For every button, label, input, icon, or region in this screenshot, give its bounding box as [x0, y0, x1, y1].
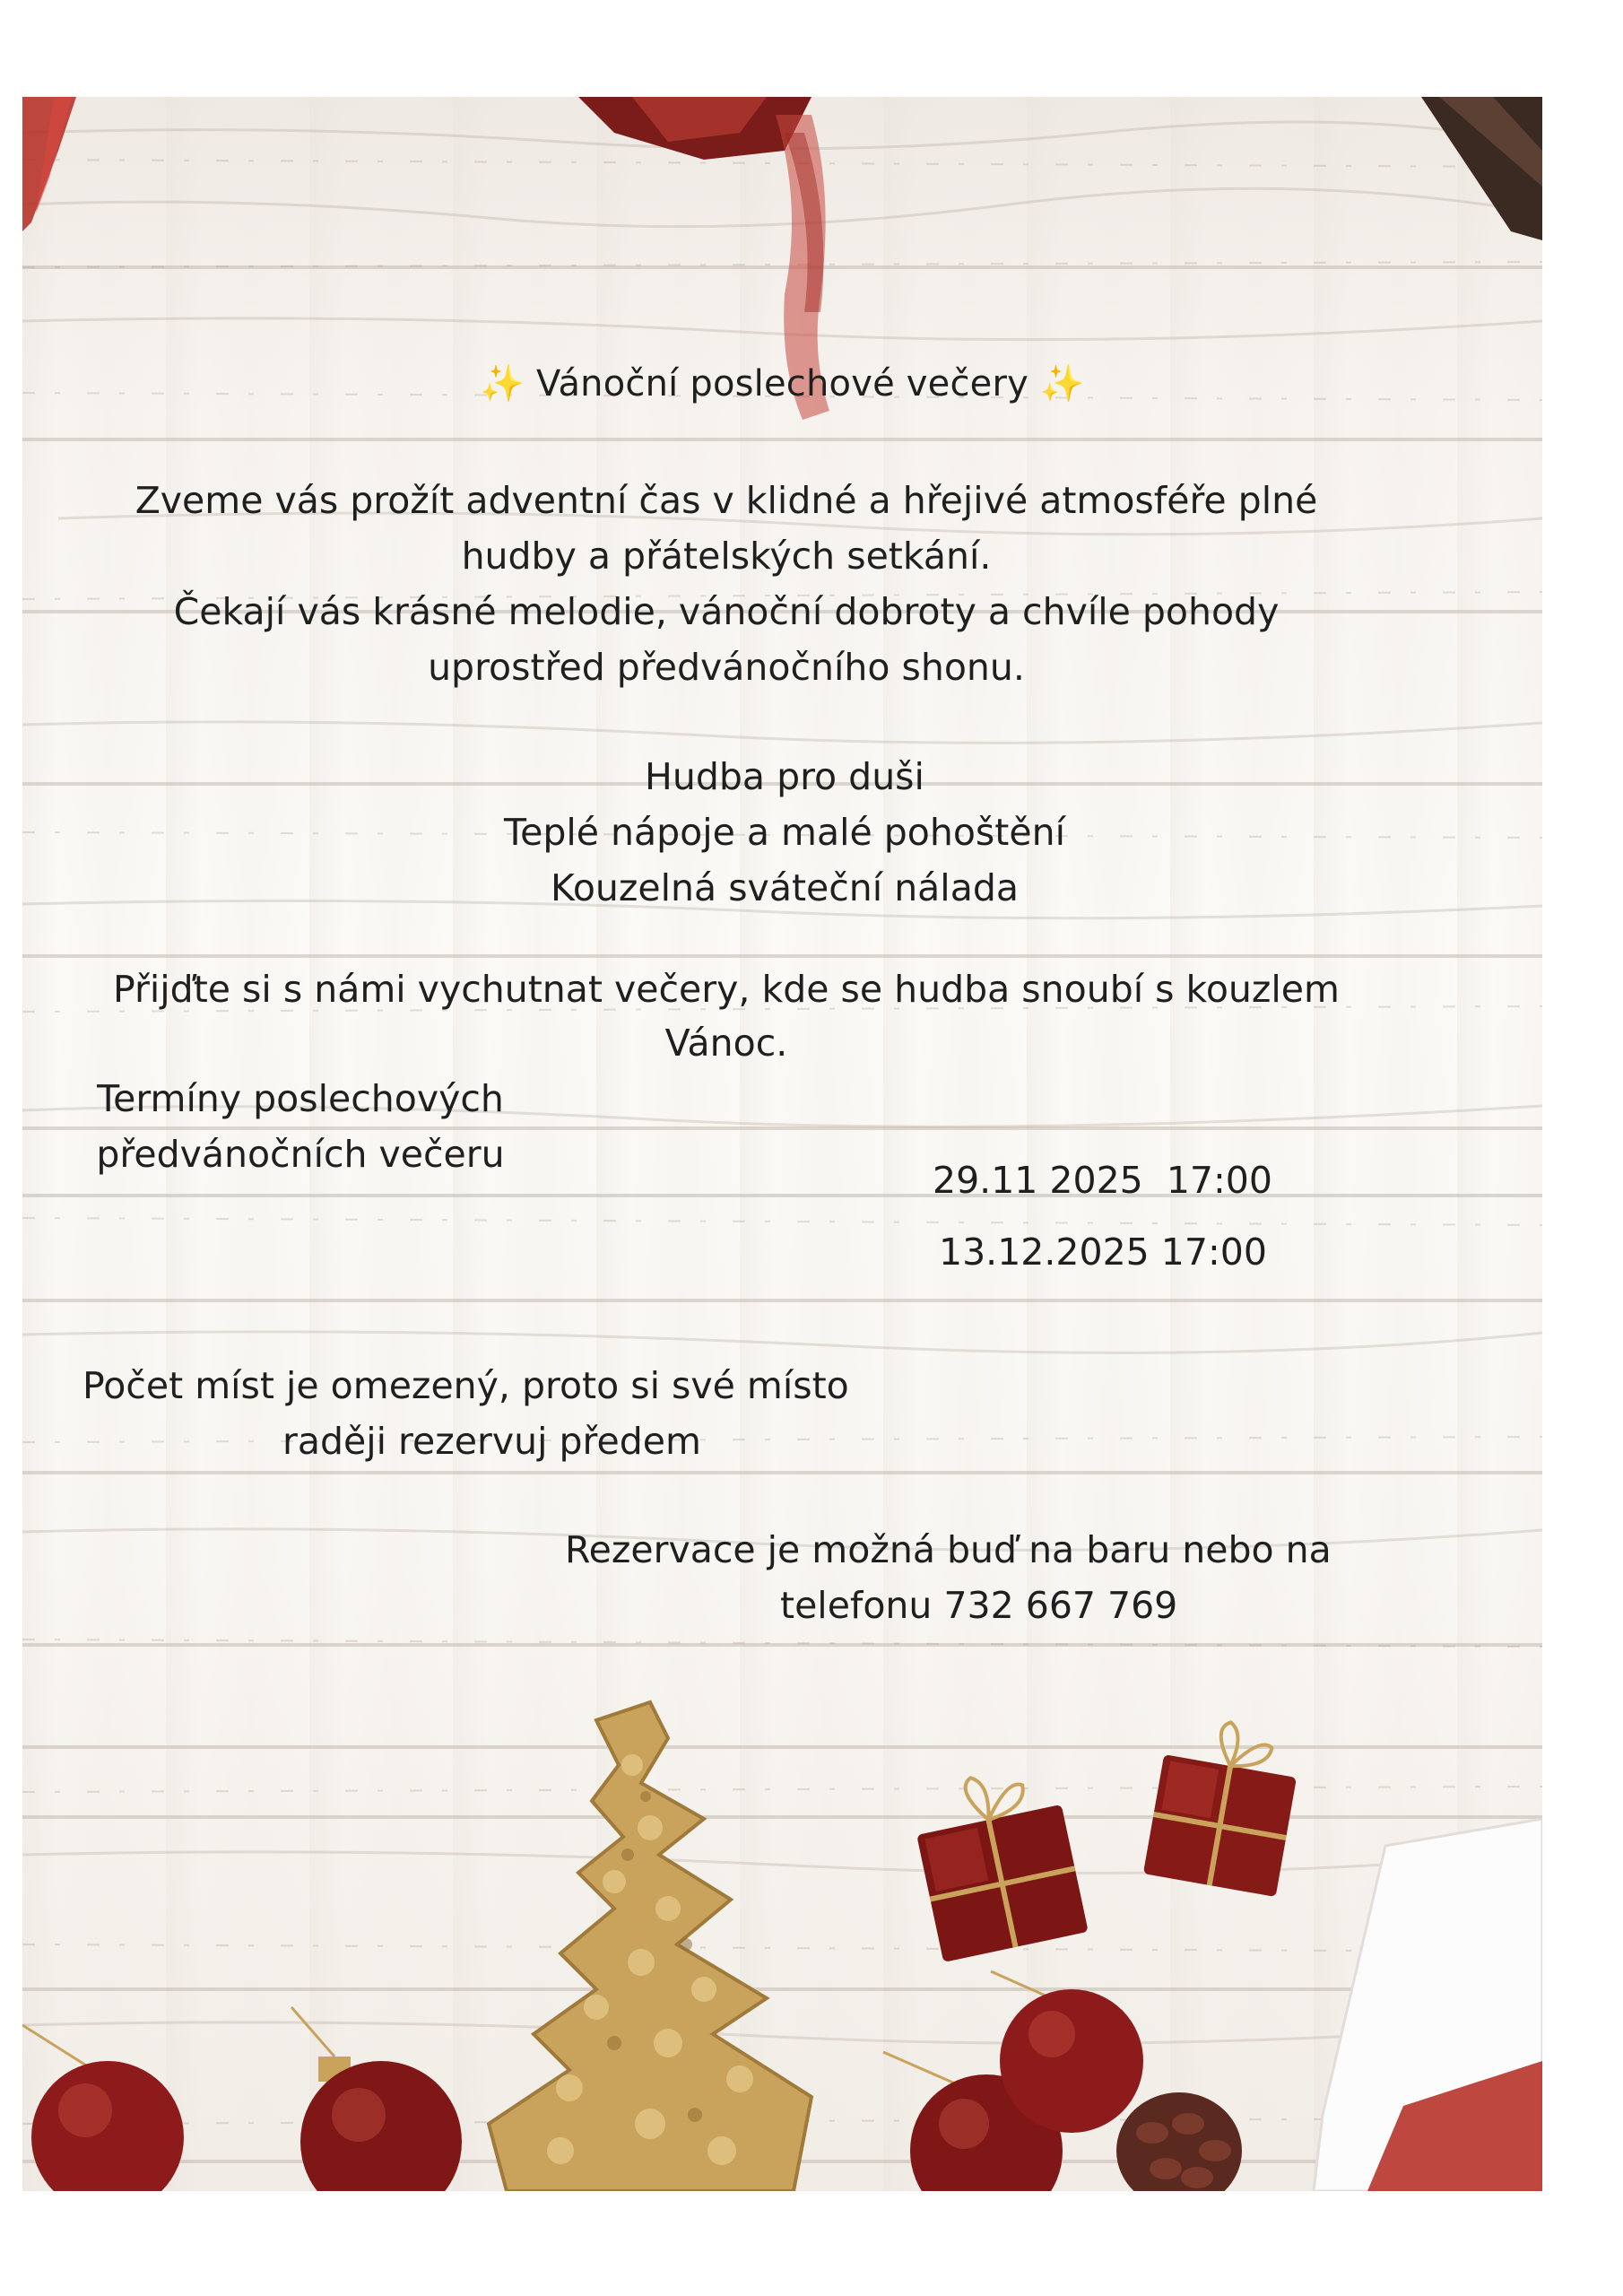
red-bauble: [291, 2007, 462, 2191]
poster: [22, 97, 1542, 2191]
gold-tree-ornament: [489, 1702, 812, 2191]
highlight-item: Teplé nápoje a malé pohoštění: [504, 811, 1065, 854]
pinecone: [1116, 2092, 1242, 2191]
invitation-line-2: Vánoc.: [664, 1022, 788, 1065]
invitation-line-1: Přijďte si s námi vychutnat večery, kde se hudba snoubí s kouzlem: [113, 968, 1340, 1011]
event-date: 29.11 2025 17:00: [933, 1159, 1272, 1202]
intro-line-1: Zveme vás prožít adventní čas v klidné a hřejivé atmosféře plné: [135, 479, 1318, 522]
page-title: [22, 357, 1542, 411]
red-bauble: [22, 2025, 184, 2191]
intro-line-4: uprostřed předvánočního shonu.: [428, 646, 1025, 689]
dates-label-line-1: Termíny poslechových: [97, 1077, 504, 1120]
intro-line-3: Čekají vás krásné melodie, vánoční dobroty a chvíle pohody: [173, 590, 1280, 633]
reservation-line-1: Rezervace je možná buď na baru nebo na: [565, 1528, 1332, 1571]
intro-line-2: hudby a přátelských setkání.: [461, 535, 992, 578]
event-date: 13.12.2025 17:00: [939, 1231, 1267, 1274]
sparkle-icon: ✨: [480, 363, 525, 404]
capacity-line-2: raději rezervuj předem: [282, 1420, 701, 1463]
highlight-item: Kouzelná sváteční nálada: [551, 866, 1019, 909]
red-gift-box: [907, 1761, 1089, 1962]
title-text: Vánoční poslechové večery: [535, 363, 1028, 404]
capacity-line-1: Počet míst je omezený, proto si své místo: [82, 1364, 849, 1407]
dates-label-line-2: předvánočních večeru: [96, 1133, 505, 1176]
sparkle-icon: ✨: [1039, 363, 1085, 404]
highlight-item: Hudba pro duši: [645, 755, 924, 798]
reservation-line-2: telefonu 732 667 769: [780, 1584, 1178, 1627]
red-gift-box: [1143, 1712, 1304, 1897]
